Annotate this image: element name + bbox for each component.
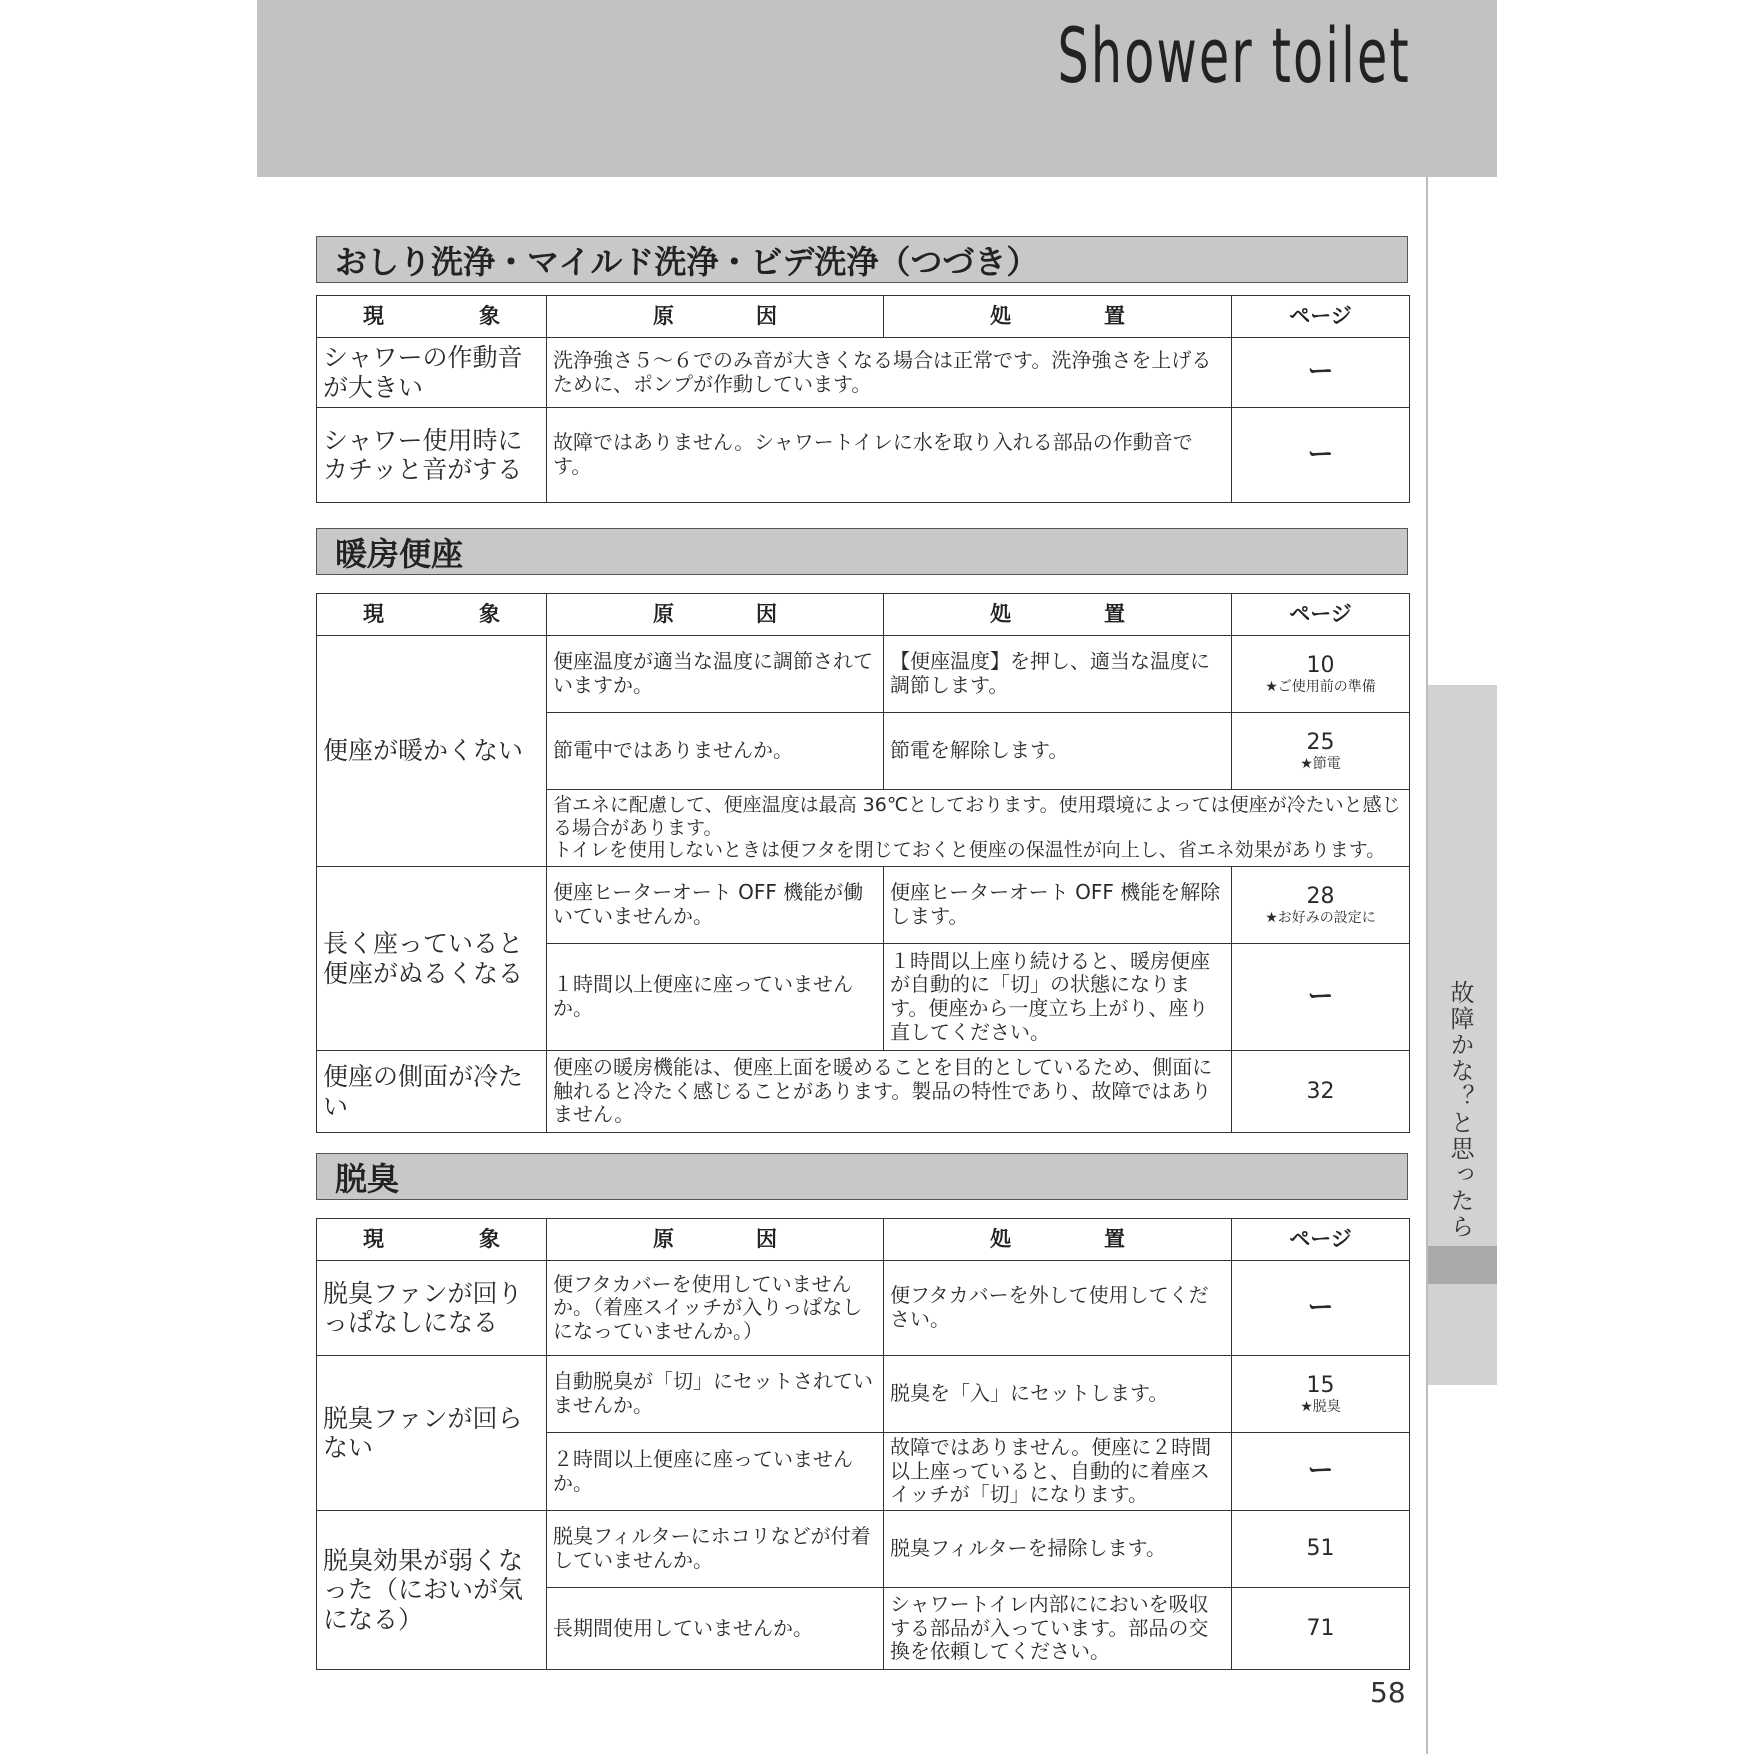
cause-cell: 便座ヒーターオート OFF 機能が働いていませんか。	[547, 867, 884, 944]
table-row	[317, 408, 1410, 503]
col-symptom: 現 象	[317, 296, 547, 338]
col-page: ページ	[1232, 1219, 1410, 1261]
cause-cell: 長期間使用していませんか。	[547, 1588, 884, 1670]
explanation-cell: 便座の暖房機能は、便座上面を暖めることを目的としているため、側面に触れると冷たく感じることがあります。製品の特性であり、故障ではありません。	[547, 1051, 1232, 1133]
col-cause: 原 因	[547, 1219, 884, 1261]
symptom-cell: シャワー使用時にカチッと音がする	[317, 408, 547, 503]
page-cell: 32	[1232, 1051, 1410, 1133]
section-title-deodor: 脱臭	[316, 1153, 1408, 1200]
table-row	[317, 1356, 1410, 1433]
table-header-row	[317, 296, 1410, 338]
col-cause: 原 因	[547, 296, 884, 338]
remedy-cell: シャワートイレ内部ににおいを吸収する部品が入っています。部品の交換を依頼してください。	[884, 1588, 1232, 1670]
cause-cell: 自動脱臭が「切」にセットされていませんか。	[547, 1356, 884, 1433]
symptom-cell: 長く座っていると便座がぬるくなる	[317, 867, 547, 1051]
cause-cell: 便フタカバーを使用していませんか。（着座スイッチが入りっぱなしになっていませんか。）	[547, 1261, 884, 1356]
cause-cell: 節電中ではありませんか。	[547, 713, 884, 790]
col-cause: 原 因	[547, 594, 884, 636]
cause-cell: 脱臭フィルターにホコリなどが付着していませんか。	[547, 1511, 884, 1588]
col-page: ページ	[1232, 594, 1410, 636]
page-cell: 25 ★節電	[1232, 713, 1410, 790]
section-title-wash: おしり洗浄・マイルド洗浄・ビデ洗浄（つづき）	[316, 236, 1408, 283]
page-cell: ー	[1232, 1261, 1410, 1356]
side-tab-marker	[1428, 1246, 1497, 1284]
page-cell: 51	[1232, 1511, 1410, 1588]
table-seat	[316, 593, 1410, 1133]
note-cell	[547, 790, 1410, 867]
col-symptom: 現 象	[317, 594, 547, 636]
table-wash	[316, 295, 1410, 503]
page-cell: ー	[1232, 408, 1410, 503]
remedy-cell: 便座ヒーターオート OFF 機能を解除します。	[884, 867, 1232, 944]
symptom-cell: シャワーの作動音が大きい	[317, 338, 547, 408]
remedy-cell: １時間以上座り続けると、暖房便座が自動的に「切」の状態になります。便座から一度立ち上がり、座り直してください。	[884, 944, 1232, 1051]
remedy-cell: 故障ではありません。便座に２時間以上座っていると、自動的に着座スイッチが「切」になります。	[884, 1433, 1232, 1511]
side-tab-label: 故障かな？と思ったら	[1446, 980, 1474, 1240]
col-page: ページ	[1232, 296, 1410, 338]
remedy-cell: 【便座温度】を押し、適当な温度に調節します。	[884, 636, 1232, 713]
page-number: 58	[1370, 1676, 1406, 1709]
table-row	[317, 636, 1410, 713]
brand-logo: Shower toilet	[1057, 11, 1411, 100]
table-row	[317, 1051, 1410, 1133]
explanation-cell: 洗浄強さ５～６でのみ音が大きくなる場合は正常です。洗浄強さを上げるために、ポンプが作動しています。	[547, 338, 1232, 408]
page-cell: ー	[1232, 338, 1410, 408]
col-remedy: 処 置	[884, 296, 1232, 338]
symptom-cell: 便座が暖かくない	[317, 636, 547, 867]
explanation-cell: 故障ではありません。シャワートイレに水を取り入れる部品の作動音です。	[547, 408, 1232, 503]
table-row	[317, 867, 1410, 944]
symptom-cell: 脱臭ファンが回らない	[317, 1356, 547, 1511]
cause-cell: １時間以上便座に座っていませんか。	[547, 944, 884, 1051]
header-band	[257, 0, 1497, 177]
page-cell: 28 ★お好みの設定に	[1232, 867, 1410, 944]
remedy-cell: 節電を解除します。	[884, 713, 1232, 790]
col-remedy: 処 置	[884, 1219, 1232, 1261]
table-row	[317, 338, 1410, 408]
note-line: トイレを使用しないときは便フタを閉じておくと便座の保温性が向上し、省エネ効果があります。	[553, 839, 1386, 862]
side-tab	[1428, 685, 1497, 1385]
page-cell: 71	[1232, 1588, 1410, 1670]
symptom-cell: 便座の側面が冷たい	[317, 1051, 547, 1133]
note-line: 省エネに配慮して、便座温度は最高 36℃としております。使用環境によっては便座が冷たいと感じる場合があります。	[553, 794, 1401, 839]
remedy-cell: 脱臭を「入」にセットします。	[884, 1356, 1232, 1433]
page-cell: 15 ★脱臭	[1232, 1356, 1410, 1433]
remedy-cell: 便フタカバーを外して使用してください。	[884, 1261, 1232, 1356]
page-cell: ー	[1232, 944, 1410, 1051]
table-row	[317, 1511, 1410, 1588]
col-remedy: 処 置	[884, 594, 1232, 636]
page-cell: 10 ★ご使用前の準備	[1232, 636, 1410, 713]
section-title-seat: 暖房便座	[316, 528, 1408, 575]
page-cell: ー	[1232, 1433, 1410, 1511]
remedy-cell: 脱臭フィルターを掃除します。	[884, 1511, 1232, 1588]
cause-cell: ２時間以上便座に座っていませんか。	[547, 1433, 884, 1511]
table-header-row	[317, 1219, 1410, 1261]
table-deodor	[316, 1218, 1410, 1670]
col-symptom: 現 象	[317, 1219, 547, 1261]
symptom-cell: 脱臭効果が弱くなった（においが気になる）	[317, 1511, 547, 1670]
symptom-cell: 脱臭ファンが回りっぱなしになる	[317, 1261, 547, 1356]
table-header-row	[317, 594, 1410, 636]
cause-cell: 便座温度が適当な温度に調節されていますか。	[547, 636, 884, 713]
table-row	[317, 1261, 1410, 1356]
